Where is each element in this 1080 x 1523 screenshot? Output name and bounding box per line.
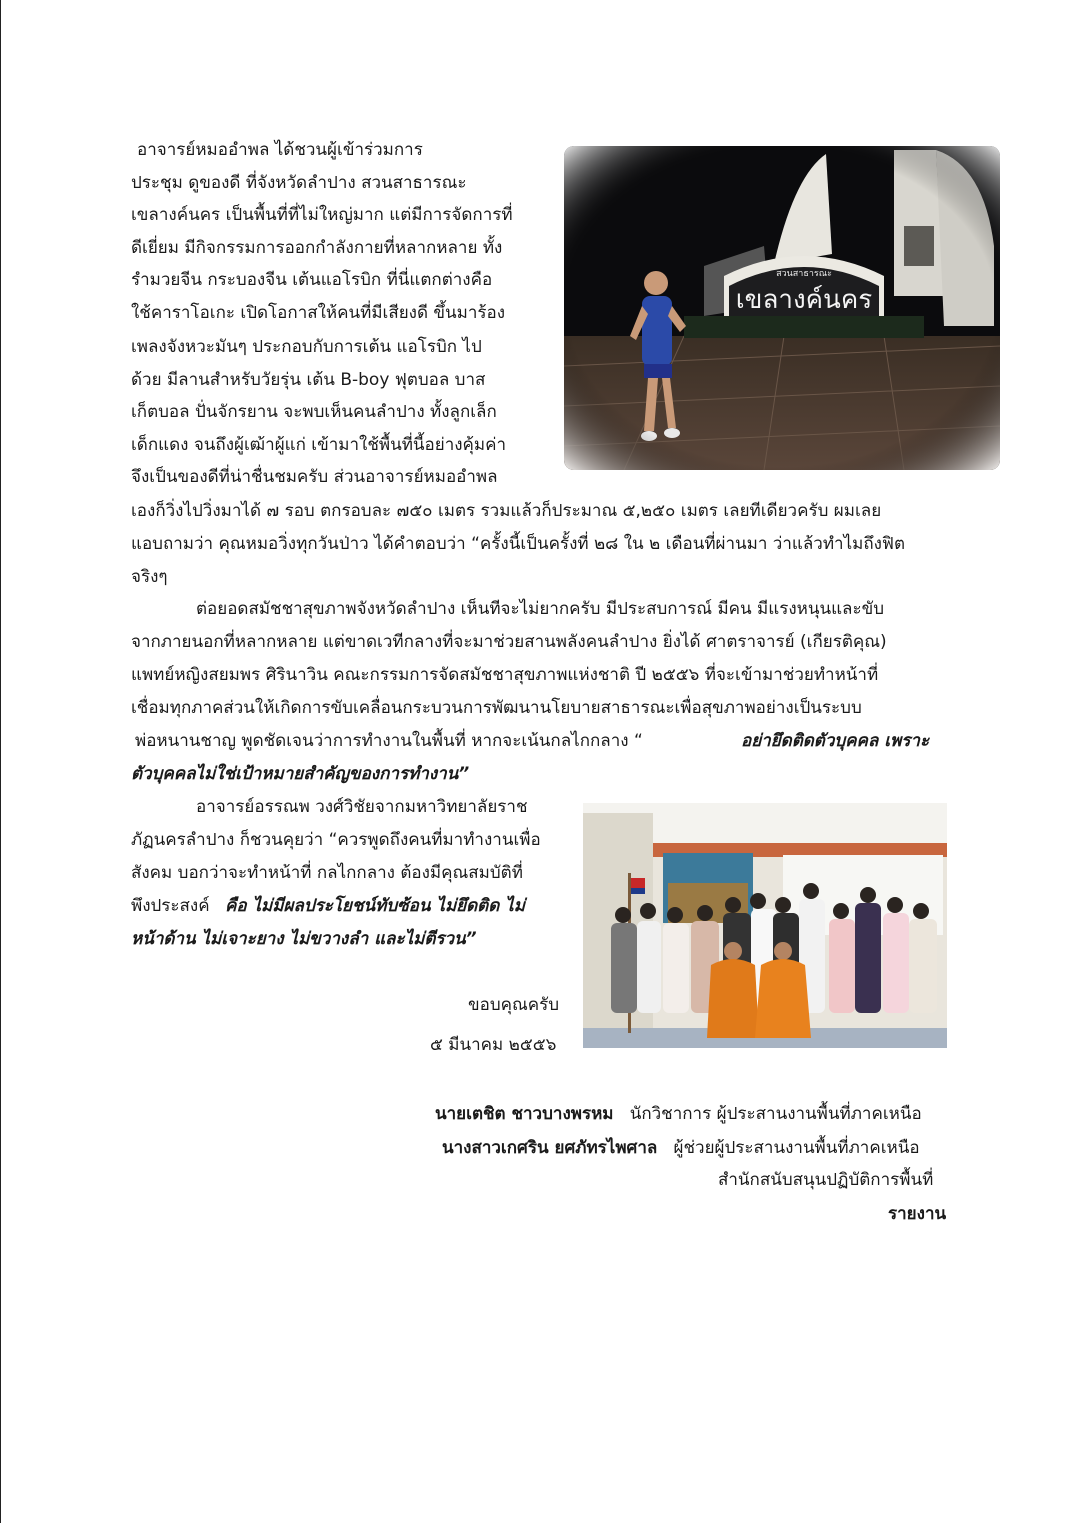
text-line: เพลงจังหวะมันๆ ประกอบกับการเต้น แอโรบิก ไป xyxy=(131,337,482,357)
office-name: สำนักสนับสนุนปฏิบัติการพื้นที่ xyxy=(718,1170,934,1190)
text-line: ดีเยี่ยม มีกิจกรรมการออกกำลังกายที่หลากหลาย ทั้ง xyxy=(131,238,503,258)
text-line: อาจารย์หมออำพล ได้ชวนผู้เข้าร่วมการ xyxy=(137,140,423,160)
text-line: สังคม บอกว่าจะทำหน้าที่ กลไกกลาง ต้องมีคุณสมบัติที่ xyxy=(131,863,523,883)
text-line: แอบถามว่า คุณหมอวิ่งทุกวันป่าว ได้คำตอบว่า “ครั้งนี้เป็นครั้งที่ ๒๘ ใน ๒ เดือนที่ผ่านมา ว่าแล้วทำไมถึงฟิต xyxy=(131,534,905,554)
text-line: ใช้คาราโอเกะ เปิดโอกาสให้คนที่มีเสียงดี ขึ้นมาร้อง xyxy=(131,303,506,323)
text-line: ภัฏนครลำปาง ก็ชวนคุยว่า “ควรพูดถึงคนที่มาทำงานเพื่อ xyxy=(131,830,541,850)
text-line: ประชุม ดูของดี ที่จังหวัดลำปาง สวนสาธารณะ xyxy=(131,173,467,193)
text-line: เก็ตบอล ปั่นจักรยาน จะพบเห็นคนลำปาง ทั้งลูกเล็ก xyxy=(131,402,497,422)
emphasis-quote: อย่ายึดติดตัวบุคคล เพราะ xyxy=(741,731,930,751)
text-line: จึงเป็นของดีที่น่าชื่นชมครับ ส่วนอาจารย์หมออำพล xyxy=(131,467,498,487)
closing-thanks: ขอบคุณครับ xyxy=(468,995,560,1015)
text-line: จากภายนอกที่หลากหลาย แต่ขาดเวทีกลางที่จะมาช่วยสานพลังคนลำปาง ยิ่งได้ ศาตราจารย์ (เกียรติคุณ) xyxy=(131,632,887,652)
signer-name: นางสาวเกศริน ยศภัทรไพศาล xyxy=(442,1138,658,1158)
signature-line-1 xyxy=(435,1103,922,1125)
text-line: เขลางค์นคร เป็นพื้นที่ที่ไม่ใหญ่มาก แต่มีการจัดการที่ xyxy=(131,205,513,225)
park-night-photo xyxy=(564,146,1000,470)
text-line: แพทย์หญิงสยมพร ศิรินาวิน คณะกรรมการจัดสมัชชาสุขภาพแห่งชาติ ปี ๒๕๕๖ ที่จะเข้ามาช่วยทำหน้าที่ xyxy=(131,665,879,685)
text-line: เองก็วิ่งไปวิ่งมาได้ ๗ รอบ ตกรอบละ ๗๕๐ เมตร รวมแล้วก็ประมาณ ๕,๒๕๐ เมตร เลยทีเดียวครับ ผมเลย xyxy=(131,501,882,521)
signer-name: นายเตชิต ชาวบางพรหม xyxy=(435,1104,614,1124)
text-line: พึงประสงค์ xyxy=(131,896,210,916)
signer-role: นักวิชาการ ผู้ประสานงานพื้นที่ภาคเหนือ xyxy=(629,1104,922,1124)
page-left-border xyxy=(0,0,1,1523)
emphasis-quote: คือ ไม่มีผลประโยชน์ทับซ้อน ไม่ยึดติด ไม่ xyxy=(225,896,525,916)
closing-date: ๕ มีนาคม ๒๕๕๖ xyxy=(430,1035,557,1055)
text-line: เด็กแดง จนถึงผู้เฒ้าผู้แก่ เข้ามาใช้พื้นที่นี้อย่างคุ้มค่า xyxy=(131,435,507,455)
group-photo xyxy=(583,803,947,1048)
text-line: รำมวยจีน กระบองจีน เต้นแอโรบิก ที่นี่แตกต่างคือ xyxy=(131,270,493,290)
report-label: รายงาน xyxy=(888,1204,947,1224)
text-line: ด้วย มีลานสำหรับวัยรุ่น เต้น B-boy ฟุตบอล บาส xyxy=(131,370,486,390)
text-line: เชื่อมทุกภาคส่วนให้เกิดการขับเคลื่อนกระบวนการพัฒนานโยบายสาธารณะเพื่อสุขภาพอย่างเป็นระบบ xyxy=(131,698,862,718)
signer-role: ผู้ช่วยผู้ประสานงานพื้นที่ภาคเหนือ xyxy=(673,1138,920,1158)
signature-line-2 xyxy=(442,1137,920,1159)
text-line: ต่อยอดสมัชชาสุขภาพจังหวัดลำปาง เห็นทีจะไม่ยากครับ มีประสบการณ์ มีคน มีแรงหนุนและขับ xyxy=(196,599,885,619)
text-line: อาจารย์อรรณพ วงศ์วิชัยจากมหาวิทยาลัยราช xyxy=(196,797,528,817)
emphasis-quote: ตัวบุคคลไม่ใช่เป้าหมายสำคัญของการทำงาน” xyxy=(131,764,470,784)
emphasis-quote: หน้าด้าน ไม่เจาะยาง ไม่ขวางลำ และไม่ตีรวน” xyxy=(131,929,477,949)
text-line: พ่อหนานชาญ พูดชัดเจนว่าการทำงานในพื้นที่ หากจะเน้นกลไกกลาง “ xyxy=(135,731,643,751)
text-line: จริงๆ xyxy=(131,567,168,587)
